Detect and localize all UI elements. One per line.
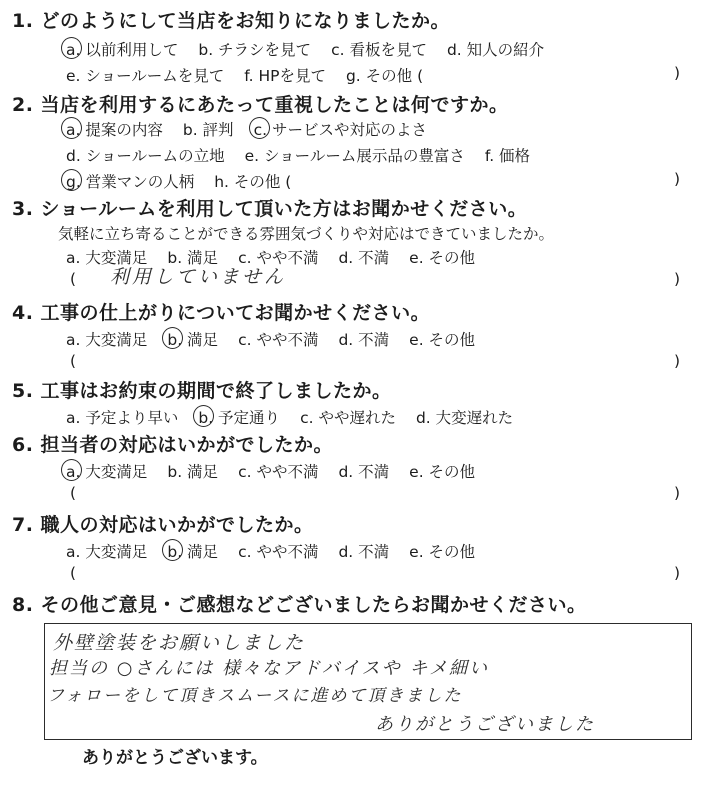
q1-option-a[interactable]: a. 以前利用して <box>66 38 178 60</box>
q1-option-d[interactable]: d. 知人の紹介 <box>446 41 545 59</box>
q7-open-paren: ( <box>70 564 77 582</box>
q2-option-e[interactable]: e. ショールーム展示品の豊富さ <box>244 147 465 165</box>
question-6-options-row-1 <box>66 460 495 482</box>
q4-close-paren: ) <box>673 352 680 370</box>
q2-option-b[interactable]: b. 評判 <box>182 121 234 139</box>
question-5-options-row-1 <box>66 406 533 428</box>
question-1-title: 1. どのようにして当店をお知りになりましたか。 <box>12 10 451 32</box>
q6-option-c[interactable]: c. やや不満 <box>238 463 319 481</box>
q3-close-paren: ) <box>673 270 680 288</box>
question-1-options-row-1 <box>66 38 564 60</box>
q3-handwritten-note: 利用していません <box>110 266 287 288</box>
q3-option-e[interactable]: e. その他 <box>409 249 476 267</box>
q7-option-c[interactable]: c. やや不満 <box>238 543 319 561</box>
q2-option-c[interactable]: c. サービスや対応のよさ <box>254 118 427 140</box>
q6-close-paren: ) <box>673 484 680 502</box>
q2-option-g[interactable]: g. 営業マンの人柄 <box>66 170 194 192</box>
comment-box[interactable] <box>44 623 692 740</box>
q1-option-b[interactable]: b. チラシを見て <box>198 41 312 59</box>
q6-option-e[interactable]: e. その他 <box>409 463 476 481</box>
q7-option-d[interactable]: d. 不満 <box>338 543 390 561</box>
q3-option-c[interactable]: c. やや不満 <box>238 249 319 267</box>
question-4-title: 4. 工事の仕上がりについてお聞かせください。 <box>12 302 431 324</box>
q7-option-e[interactable]: e. その他 <box>409 543 476 561</box>
q7-option-a[interactable]: a. 大変満足 <box>66 543 148 561</box>
q2-option-f[interactable]: f. 価格 <box>484 147 531 165</box>
q2-option-d[interactable]: d. ショールームの立地 <box>66 147 225 165</box>
q5-option-b[interactable]: b. 予定通り <box>198 406 280 428</box>
q3-option-b[interactable]: b. 満足 <box>167 249 219 267</box>
q2-option-a[interactable]: a. 提案の内容 <box>66 118 163 140</box>
question-5-title: 5. 工事はお約束の期間で終了しましたか。 <box>12 380 392 402</box>
q5-option-c[interactable]: c. やや遅れた <box>300 409 396 427</box>
comment-line-4: ありがとうございました <box>375 714 595 735</box>
q6-open-paren: ( <box>70 484 77 502</box>
question-7-title: 7. 職人の対応はいかがでしたか。 <box>12 514 314 536</box>
q4-option-e[interactable]: e. その他 <box>409 331 476 349</box>
question-3-subtitle: 気軽に立ち寄ることができる雰囲気づくりや対応はできていましたか。 <box>58 225 555 243</box>
q2-close-paren: ) <box>673 170 680 188</box>
q5-option-a[interactable]: a. 予定より早い <box>66 409 179 427</box>
q6-option-d[interactable]: d. 不満 <box>338 463 390 481</box>
q4-option-d[interactable]: d. 不満 <box>338 331 390 349</box>
comment-line-1: 外壁塗装をお願いしました <box>53 632 306 654</box>
q2-option-h[interactable]: h. その他 ( <box>214 173 292 191</box>
question-2-options-row-1 <box>66 118 447 140</box>
q4-option-b[interactable]: b. 満足 <box>167 328 218 350</box>
q5-option-d[interactable]: d. 大変遅れた <box>415 409 514 427</box>
q4-open-paren: ( <box>70 352 77 370</box>
q4-option-c[interactable]: c. やや不満 <box>238 331 319 349</box>
question-3-title: 3. ショールームを利用して頂いた方はお聞かせください。 <box>12 198 528 220</box>
question-7-options-row-1 <box>66 540 495 562</box>
question-1-options-row-2 <box>66 64 443 86</box>
q7-close-paren: ) <box>673 564 680 582</box>
q6-option-b[interactable]: b. 満足 <box>167 463 219 481</box>
question-6-title: 6. 担当者の対応はいかがでしたか。 <box>12 434 334 456</box>
question-2-options-row-2 <box>66 144 550 166</box>
q1-option-g[interactable]: g. その他 ( <box>345 67 424 85</box>
question-4-options-row-1 <box>66 328 495 350</box>
q1-option-f[interactable]: f. HPを見て <box>244 67 326 85</box>
thank-you-message: ありがとうございます。 <box>82 748 268 768</box>
question-8-title: 8. その他ご意見・ご感想などございましたらお聞かせください。 <box>12 594 587 616</box>
question-2-options-row-3 <box>66 170 311 192</box>
q6-option-a[interactable]: a. 大変満足 <box>66 460 147 482</box>
q1-option-c[interactable]: c. 看板を見て <box>331 41 427 59</box>
q1-close-paren: ) <box>673 64 680 82</box>
comment-line-3: フォローをして頂きスムースに進めて頂きました <box>47 686 463 706</box>
q3-option-a[interactable]: a. 大変満足 <box>66 249 148 267</box>
q4-option-a[interactable]: a. 大変満足 <box>66 331 148 349</box>
comment-line-2: 担当の ○さんには 様々なアドバイスや キメ細い <box>49 658 489 679</box>
q7-option-b[interactable]: b. 満足 <box>167 540 218 562</box>
q3-open-paren: ( <box>70 270 77 288</box>
question-2-title: 2. 当店を利用するにあたって重視したことは何ですか。 <box>12 94 509 116</box>
q3-option-d[interactable]: d. 不満 <box>338 249 390 267</box>
q1-option-e[interactable]: e. ショールームを見て <box>66 67 225 85</box>
